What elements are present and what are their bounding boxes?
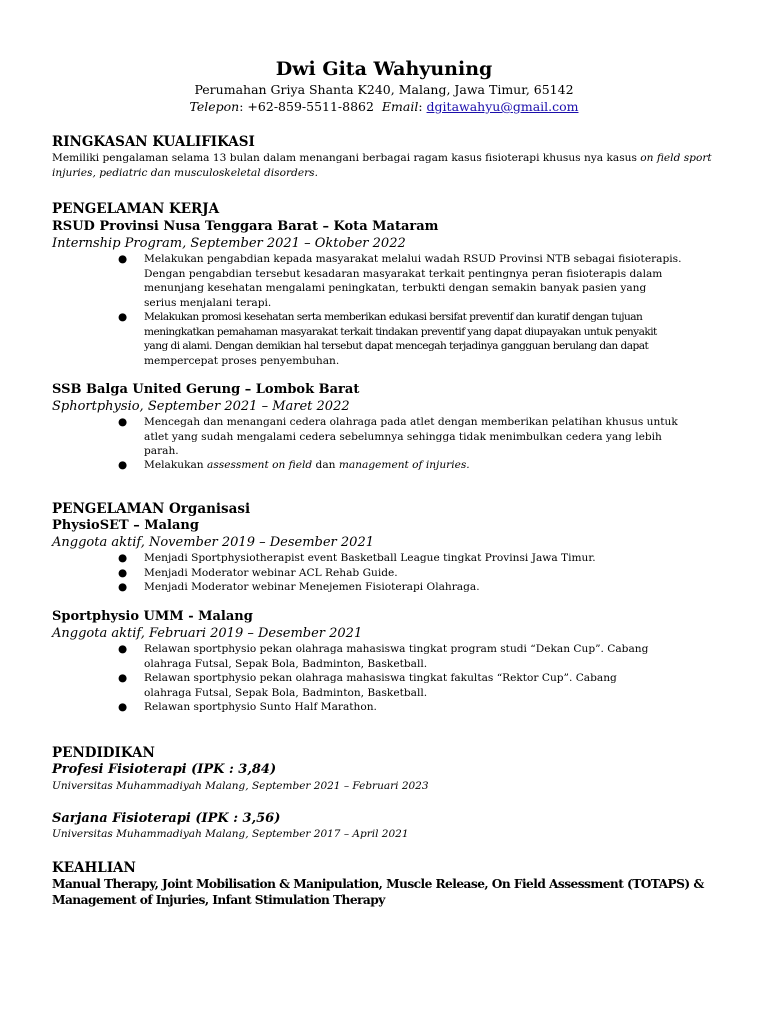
degree-detail: Universitas Muhammadiyah Malang, September 2021 – Februari 2023	[52, 780, 429, 792]
summary-text	[52, 151, 712, 181]
bullet-dot: ●	[118, 581, 128, 593]
email-label: Email	[381, 99, 419, 114]
bullet-text-italic: assessment on field	[207, 459, 313, 471]
summary-text-italic: on field sport	[640, 152, 712, 164]
bullet-line: Menjadi Sportphysiotherapist event Basketball League tingkat Provinsi Jawa Timur.	[144, 552, 596, 564]
skills-line: Management of Injuries, Infant Stimulation Therapy	[52, 892, 385, 907]
candidate-name: Dwi Gita Wahyuning	[275, 58, 493, 80]
bullet-dot: ●	[118, 416, 128, 428]
bullet-dot: ●	[118, 672, 128, 684]
job-role: Sphortphysio, September 2021 – Maret 2022	[52, 399, 350, 414]
contact-line: Telepon: +62-859-5511-8862 Email: dgitawahyu@gmail.com	[189, 99, 579, 114]
phone-number: : +62-859-5511-8862	[239, 99, 374, 114]
bullet-line: Menjadi Moderator webinar ACL Rehab Guide.	[144, 566, 398, 579]
skills-heading: KEAHLIAN	[52, 860, 136, 876]
org-name: Sportphysio UMM - Malang	[52, 609, 253, 624]
degree-title: Profesi Fisioterapi (IPK : 3,84)	[52, 762, 277, 777]
address: Perumahan Griya Shanta K240, Malang, Jawa Timur, 65142	[194, 82, 574, 97]
skills-line: Manual Therapy, Joint Mobilisation & Manipulation, Muscle Release, On Field Assessment (TOTAPS) &	[52, 877, 704, 891]
bullet-line: Relawan sportphysio Sunto Half Marathon.	[144, 701, 377, 713]
bullet-text: Melakukan	[144, 459, 204, 471]
bullet-dot: ●	[118, 459, 128, 471]
bullet-line: parah.	[144, 445, 179, 457]
bullet-dot: ●	[118, 311, 128, 323]
education-heading: PENDIDIKAN	[52, 745, 155, 761]
degree-title: Sarjana Fisioterapi (IPK : 3,56)	[52, 811, 281, 826]
bullet-dot: ●	[118, 643, 128, 655]
summary-text-italic-2: injuries, pediatric dan musculoskeletal disorders.	[52, 167, 318, 179]
bullet-line: Mencegah dan menangani cedera olahraga pada atlet dengan memberikan pelatihan khusus untuk	[144, 416, 678, 428]
bullet-line: serius menjalani terapi.	[144, 296, 272, 309]
bullet-line: yang di alami. Dengan demikian hal tersebut dapat mencegah terjadinya gangguan berulang dan dapat	[144, 340, 649, 352]
email-link[interactable]: dgitawahyu@gmail.com	[426, 99, 579, 114]
bullet-line: Dengan pengabdian tersebut kesadaran masyarakat terkait pentingnya peran fisioterapis dalam	[144, 267, 663, 280]
work-heading: PENGELAMAN KERJA	[52, 201, 220, 217]
bullet-line: meningkatkan pemahaman masyarakat terkait tindakan preventif yang dapat diupayakan untuk penyakit	[144, 325, 657, 338]
org-name: PhysioSET – Malang	[52, 518, 199, 533]
bullet-line: Melakukan promosi kesehatan serta memberikan edukasi bersifat preventif dan kuratif dengan tujuan	[144, 311, 643, 323]
org-role: Anggota aktif, Februari 2019 – Desember 2021	[52, 626, 363, 641]
bullet-line: Relawan sportphysio pekan olahraga mahasiswa tingkat fakultas “Rektor Cup”. Cabang	[144, 672, 617, 684]
org-role: Anggota aktif, November 2019 – Desember 2021	[52, 535, 374, 550]
bullet-dot: ●	[118, 552, 128, 564]
bullet-line: olahraga Futsal, Sepak Bola, Badminton, Basketball.	[144, 686, 428, 699]
job-org: SSB Balga United Gerung – Lombok Barat	[52, 382, 360, 397]
bullet-line: Menjadi Moderator webinar Menejemen Fisioterapi Olahraga.	[144, 581, 480, 593]
bullet-text-italic: management of injuries.	[338, 459, 470, 471]
phone-label: Telepon	[189, 99, 240, 114]
summary-heading: RINGKASAN KUALIFIKASI	[52, 134, 255, 150]
bullet-line: atlet yang sudah mengalami cedera sebelumnya sehingga tidak menimbulkan cedera yang lebih	[144, 430, 662, 443]
org-heading: PENGELAMAN Organisasi	[52, 501, 251, 517]
bullet-dot: ●	[118, 253, 128, 265]
bullet-line: Melakukan pengabdian kepada masyarakat melalui wadah RSUD Provinsi NTB sebagai fisioterapis.	[144, 253, 682, 265]
bullet-line: Relawan sportphysio pekan olahraga mahasiswa tingkat program studi “Dekan Cup”. Cabang	[144, 643, 649, 655]
bullet-line: olahraga Futsal, Sepak Bola, Badminton, Basketball.	[144, 657, 428, 670]
degree-detail: Universitas Muhammadiyah Malang, September 2017 – April 2021	[52, 828, 409, 840]
job-role: Internship Program, September 2021 – Oktober 2022	[52, 236, 406, 251]
bullet-dot: ●	[118, 701, 128, 713]
bullet-line: menunjang kesehatan mengalami peningkatan, terbukti dengan semakin banyak pasien yang	[144, 282, 647, 294]
bullet-dot: ●	[118, 566, 128, 579]
bullet-line: mempercepat proses penyembuhan.	[144, 354, 340, 367]
bullet-line	[144, 458, 470, 473]
summary-text-main: Memiliki pengalaman selama 13 bulan dalam menangani berbagai ragam kasus fisioterapi khusus nya kasus	[52, 152, 637, 164]
bullet-text: dan	[315, 459, 336, 471]
job-org: RSUD Provinsi Nusa Tenggara Barat – Kota Mataram	[52, 219, 439, 234]
